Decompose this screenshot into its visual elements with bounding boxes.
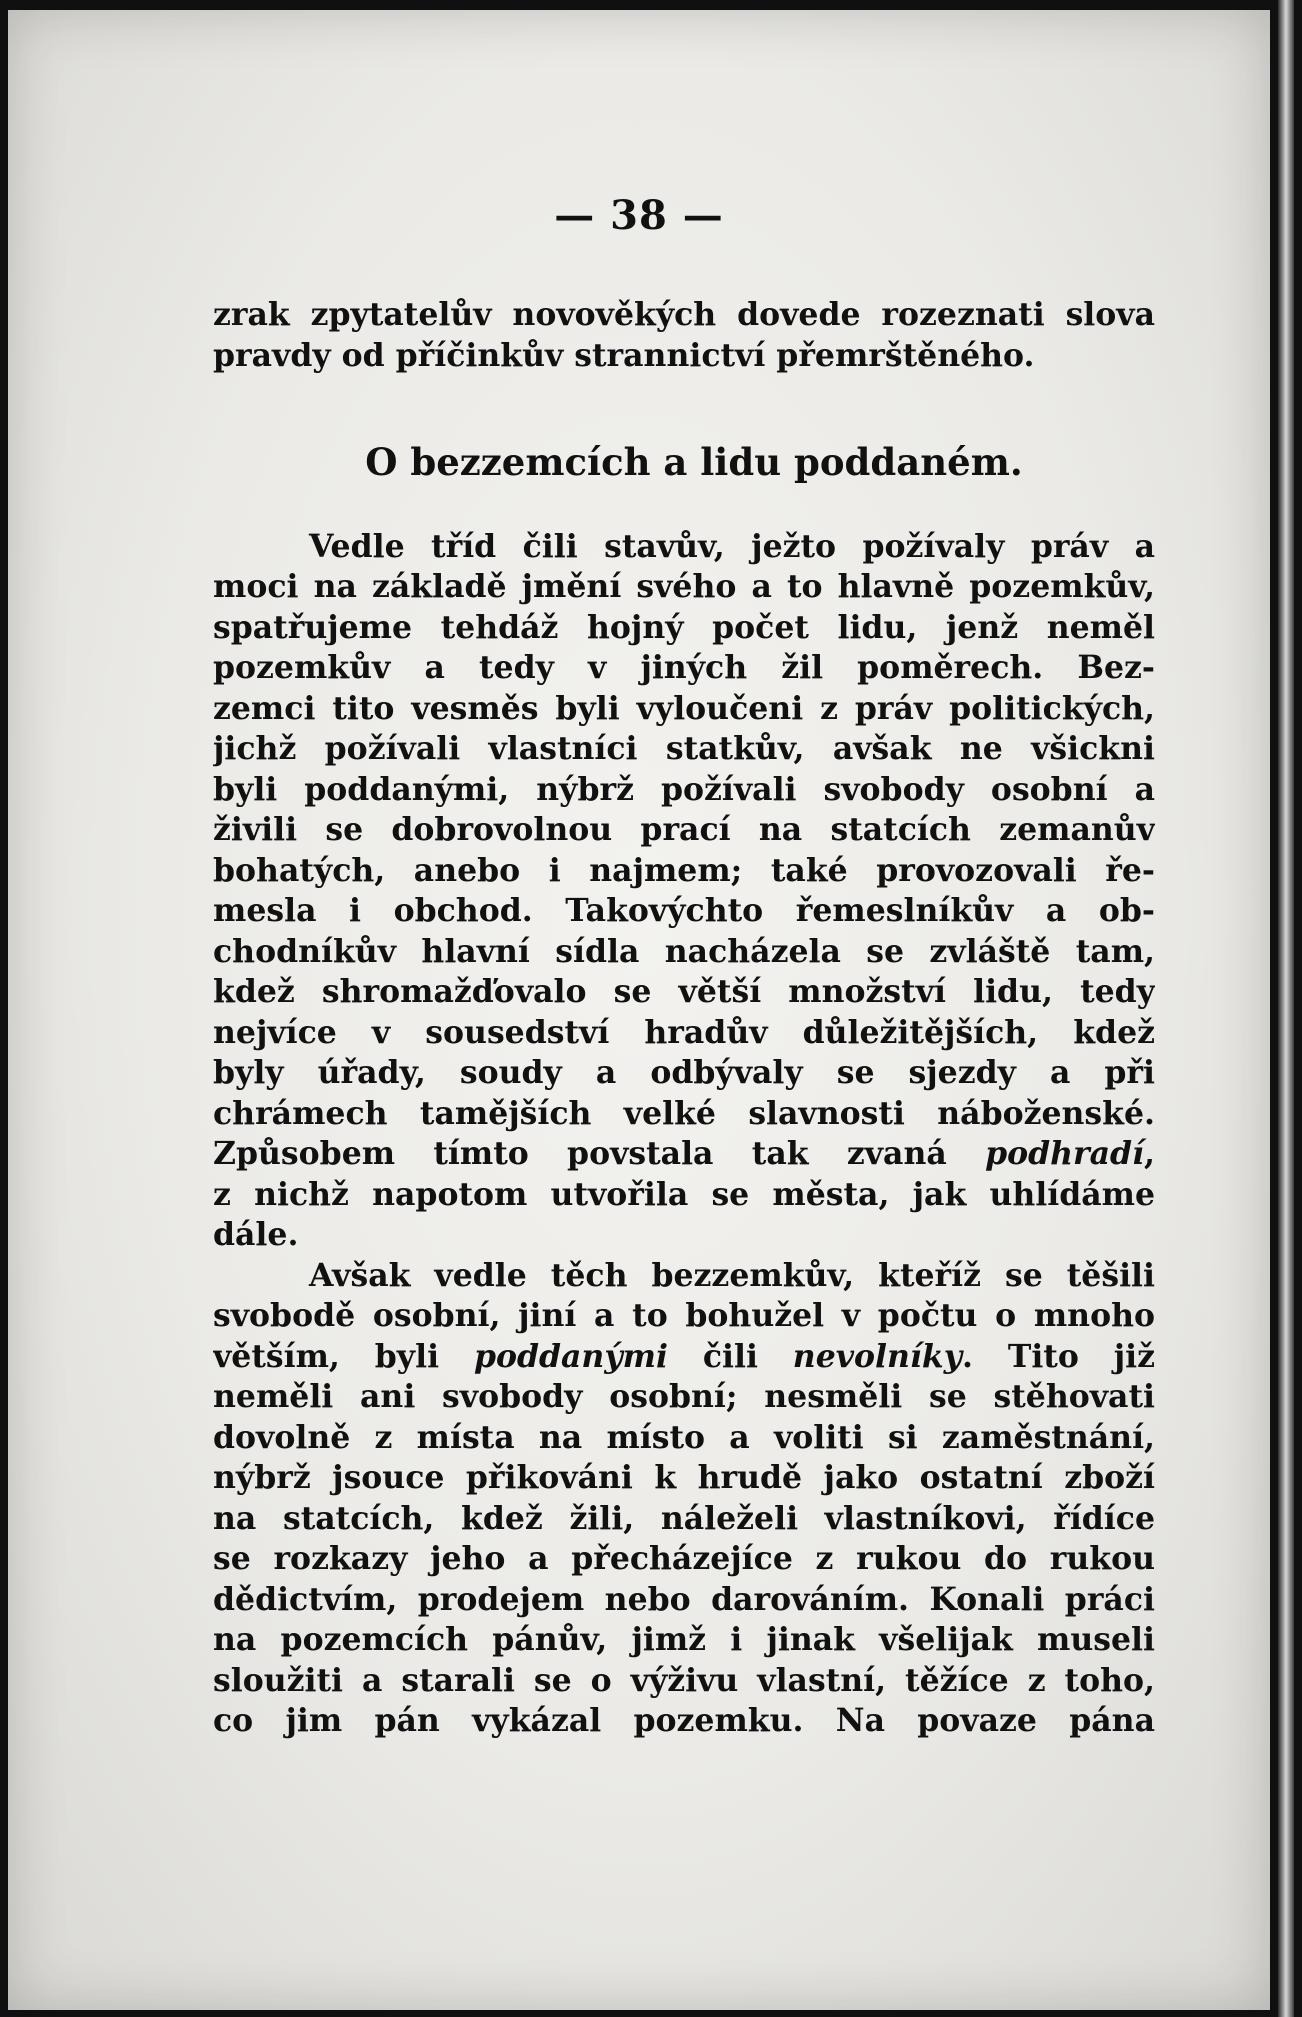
text-line: Vedle tříd čili stavův, ježto požívaly práv a	[309, 527, 1155, 565]
text-line: pravdy od příčinkův strannictví přemrštěného.	[213, 336, 1035, 374]
emphasized-term: nevolníky	[792, 1337, 963, 1375]
text-segment: . Tito již	[962, 1337, 1155, 1375]
text-line: jichž požívali vlastníci statkův, avšak ne všickni	[213, 730, 1155, 767]
text-segment: Způsobem tímto povstala tak zvaná	[213, 1135, 986, 1172]
text-line: zemci tito vesměs byli vyloučeni z práv politických,	[213, 689, 1155, 727]
text-line: nýbrž jsouce přikováni k hrudě jako ostatní zboží	[213, 1459, 1155, 1496]
text-line: co jim pán vykázal pozemku. Na povaze pána	[213, 1702, 1155, 1739]
book-page	[8, 10, 1270, 2010]
text-line: spatřujeme tehdáž hojný počet lidu, jenž neměl	[213, 608, 1155, 646]
text-line: Avšak vedle těch bezzemkův, kteříž se těšili	[309, 1256, 1155, 1294]
page-number: — 38 —	[554, 192, 724, 239]
text-line: byli poddanými, nýbrž požívali svobody osobní a	[213, 770, 1155, 808]
text-line: svobodě osobní, jiní a to bohužel v počtu o mnoho	[213, 1297, 1155, 1334]
text-line: na pozemcích pánův, jimž i jinak všelijak museli	[213, 1621, 1155, 1658]
scan-edge-strip	[1278, 0, 1294, 2017]
text-line: dovolně z místa na místo a voliti si zaměstnání,	[213, 1418, 1155, 1456]
text-line: na statcích, kdež žili, náleželi vlastníkovi, řídíce	[213, 1499, 1155, 1537]
text-line: chrámech tamějších velké slavnosti náboženské.	[213, 1094, 1155, 1132]
text-line: sloužiti a starali se o výživu vlastní, těžíce z toho,	[213, 1661, 1155, 1699]
text-line: bohatých, anebo i najmem; také provozovali ře-	[213, 851, 1155, 889]
text-line: pozemkův a tedy v jiných žil poměrech. Bez-	[213, 649, 1155, 686]
text-line: živili se dobrovolnou prací na statcích zemanův	[213, 811, 1155, 848]
text-line: zrak zpytatelův novověkých dovede rozeznati slova	[213, 296, 1155, 333]
text-line: moci na základě jmění svého a to hlavně pozemkův,	[213, 568, 1155, 605]
emphasized-term: podhradí	[985, 1135, 1145, 1172]
text-line: neměli ani svobody osobní; nesměli se stěhovati	[213, 1378, 1155, 1415]
text-line: dále.	[213, 1216, 299, 1253]
text-segment: čili	[667, 1337, 793, 1375]
text-segment: ,	[1144, 1135, 1155, 1172]
text-line: mesla i obchod. Takovýchto řemeslníkův a ob-	[213, 892, 1155, 929]
text-line: nejvíce v sousedství hradův důležitějších, kdež	[213, 1013, 1155, 1051]
text-line: dědictvím, prodejem nebo darováním. Konali práci	[213, 1580, 1155, 1618]
text-line: chodníkův hlavní sídla nacházela se zvláště tam,	[213, 932, 1155, 970]
section-heading: O bezzemcích a lidu poddaném.	[365, 440, 1023, 484]
emphasized-term: poddanými	[473, 1337, 668, 1375]
text-segment: větším, byli	[213, 1337, 474, 1375]
text-line: se rozkazy jeho a přecházejíce z rukou do rukou	[213, 1540, 1155, 1577]
text-line: byly úřady, soudy a odbývaly se sjezdy a při	[213, 1054, 1155, 1091]
body-text	[213, 295, 1155, 1742]
text-line	[213, 1337, 1155, 1378]
text-line	[213, 1134, 1155, 1175]
text-line: kdež shromažďovalo se větší množství lidu, tedy	[213, 973, 1155, 1010]
text-line: z nichž napotom utvořila se města, jak uhlídáme	[213, 1175, 1155, 1213]
